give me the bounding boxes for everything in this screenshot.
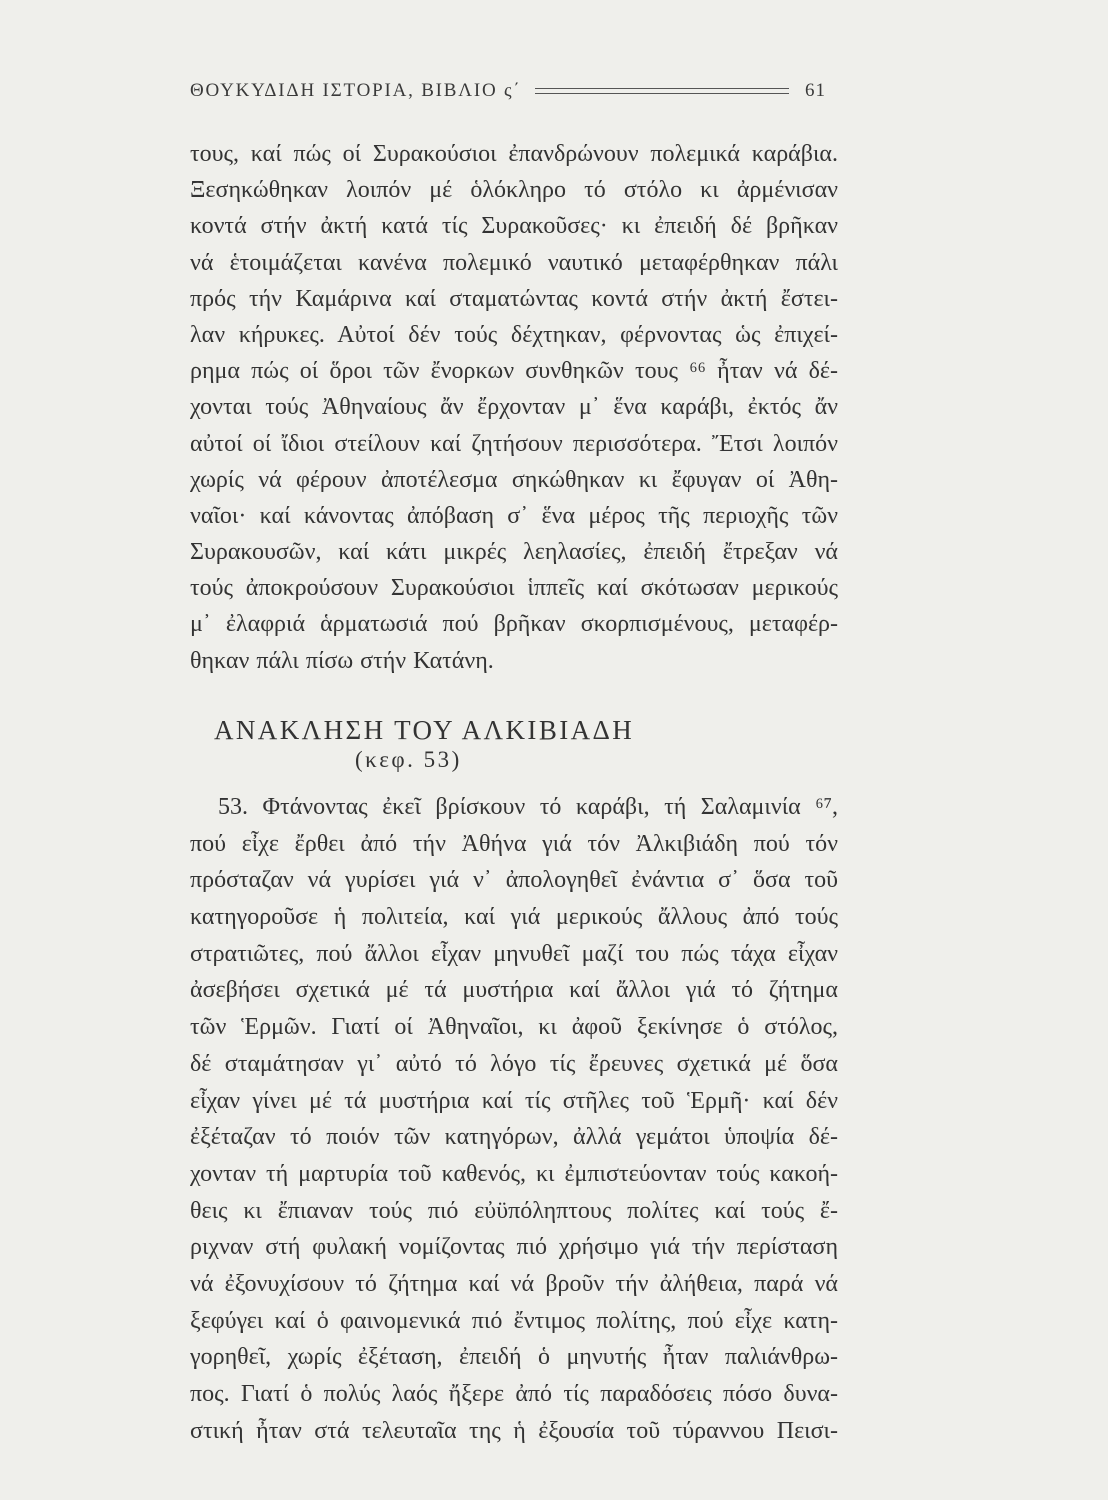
text-line: Ξεσηκώθηκαν λοιπόν μέ ὁλόκληρο τό στόλο κι ἀρμένισαν: [190, 177, 838, 204]
section-heading: ΑΝΑΚΛΗΣΗ ΤΟΥ ΑΛΚΙΒΙΑΔΗ: [214, 715, 635, 745]
text-line: πρός τήν Καμάρινα καί σταματώντας κοντά στήν ἀκτή ἔστει-: [190, 285, 838, 312]
text-line: λαν κήρυκες. Αὐτοί δέν τούς δέχτηκαν, φέρνοντας ὡς ἐπιχεί-: [190, 321, 838, 348]
running-head-title: ΘΟΥΚΥΔΙΔΗ ΙΣΤΟΡΙΑ, ΒΙΒΛΙΟ ς΄: [190, 80, 522, 101]
text-line: ἀσεβήσει σχετικά μέ τά μυστήρια καί ἄλλοι γιά τό ζήτημα: [190, 977, 838, 1004]
chapter-reference: (κεφ. 53): [355, 747, 462, 772]
text-line: θηκαν πάλι πίσω στήν Κατάνη.: [190, 647, 494, 674]
text-line: 53. Φτάνοντας ἐκεῖ βρίσκουν τό καράβι, τή Σαλαμινία ⁶⁷,: [218, 794, 838, 820]
text-line: κατηγοροῦσε ἡ πολιτεία, καί γιά μερικούς ἄλλους ἀπό τούς: [190, 904, 838, 931]
text-line: ρημα πώς οί ὅροι τῶν ἔνορκων συνθηκῶν τους ⁶⁶ ἦταν νά δέ-: [190, 358, 838, 385]
text-line: εἶχαν γίνει μέ τά μυστήρια καί τίς στῆλες τοῦ Ἑρμῆ· καί δέν: [190, 1087, 838, 1114]
text-line: πρόσταζαν νά γυρίσει γιά ν᾿ ἀπολογηθεῖ ἐνάντια σ᾿ ὅσα τοῦ: [190, 867, 838, 894]
text-line: ριχναν στή φυλακή νομίζοντας πιό χρήσιμο γιά τήν περίσταση: [190, 1234, 838, 1261]
text-line: αὐτοί οί ἴδιοι στείλουν καί ζητήσουν περισσότερα. Ἔτσι λοιπόν: [190, 430, 838, 457]
text-line: τῶν Ἑρμῶν. Γιατί οί Ἀθηναῖοι, κι ἀφοῦ ξεκίνησε ὁ στόλος,: [190, 1014, 838, 1041]
text-line: στική ἦταν στά τελευταῖα της ἡ ἐξουσία τοῦ τύραννου Πεισι-: [190, 1417, 838, 1444]
text-line: κοντά στήν ἀκτή κατά τίς Συρακοῦσες· κι ἐπειδή δέ βρῆκαν: [190, 213, 838, 240]
running-head: [190, 79, 826, 103]
double-rule: [535, 88, 789, 94]
text-line: χωρίς νά φέρουν ἀποτέλεσμα σηκώθηκαν κι ἔφυγαν οί Ἀθη-: [190, 466, 838, 493]
text-line: τούς ἀποκρούσουν Συρακούσιοι ἱππεῖς καί σκότωσαν μερικούς: [190, 575, 838, 602]
text-line: γορηθεῖ, χωρίς ἐξέταση, ἐπειδή ὁ μηνυτής ἦταν παλιάνθρω-: [190, 1344, 838, 1371]
text-line: ναῖοι· καί κάνοντας ἀπόβαση σ᾿ ἕνα μέρος τῆς περιοχῆς τῶν: [190, 502, 838, 529]
text-line: δέ σταμάτησαν γι᾿ αὐτό τό λόγο τίς ἔρευνες σχετικά μέ ὅσα: [190, 1050, 838, 1077]
page-number: 61: [805, 80, 826, 101]
text-line: Συρακουσῶν, καί κάτι μικρές λεηλασίες, ἐπειδή ἔτρεξαν νά: [190, 539, 838, 566]
text-line: πού εἶχε ἔρθει ἀπό τήν Ἀθήνα γιά τόν Ἀλκιβιάδη πού τόν: [190, 830, 838, 857]
text-line: χονται τούς Ἀθηναίους ἄν ἔρχονταν μ᾿ ἕνα καράβι, ἐκτός ἄν: [190, 394, 838, 421]
text-line: ξεφύγει καί ὁ φαινομενικά πιό ἔντιμος πολίτης, πού εἶχε κατη-: [190, 1307, 838, 1334]
text-line: πος. Γιατί ὁ πολύς λαός ἤξερε ἀπό τίς παραδόσεις πόσο δυνα-: [190, 1381, 838, 1407]
text-line: ἐξέταζαν τό ποιόν τῶν κατηγόρων, ἀλλά γεμάτοι ὑποψία δέ-: [190, 1124, 838, 1151]
text-line: χονταν τή μαρτυρία τοῦ καθενός, κι ἐμπιστεύονταν τούς κακοή-: [190, 1160, 838, 1187]
text-line: θεις κι ἔπιαναν τούς πιό εὐϋπόληπτους πολίτες καί τούς ἔ-: [190, 1197, 838, 1224]
text-line: νά ἐξονυχίσουν τό ζήτημα καί νά βροῦν τήν ἀλήθεια, παρά νά: [190, 1270, 838, 1297]
text-line: νά ἑτοιμάζεται κανένα πολεμικό ναυτικό μεταφέρθηκαν πάλι: [190, 249, 838, 276]
text-line: μ᾿ ἐλαφριά ἁρματωσιά πού βρῆκαν σκορπισμένους, μεταφέρ-: [190, 611, 838, 638]
paragraph: [190, 789, 838, 1449]
text-line: στρατιῶτες, πού ἄλλοι εἶχαν μηνυθεῖ μαζί του πώς τάχα εἶχαν: [190, 940, 838, 967]
paragraph: [190, 136, 838, 679]
text-line: τους, καί πώς οί Συρακούσιοι ἐπανδρώνουν πολεμικά καράβια.: [190, 141, 838, 167]
